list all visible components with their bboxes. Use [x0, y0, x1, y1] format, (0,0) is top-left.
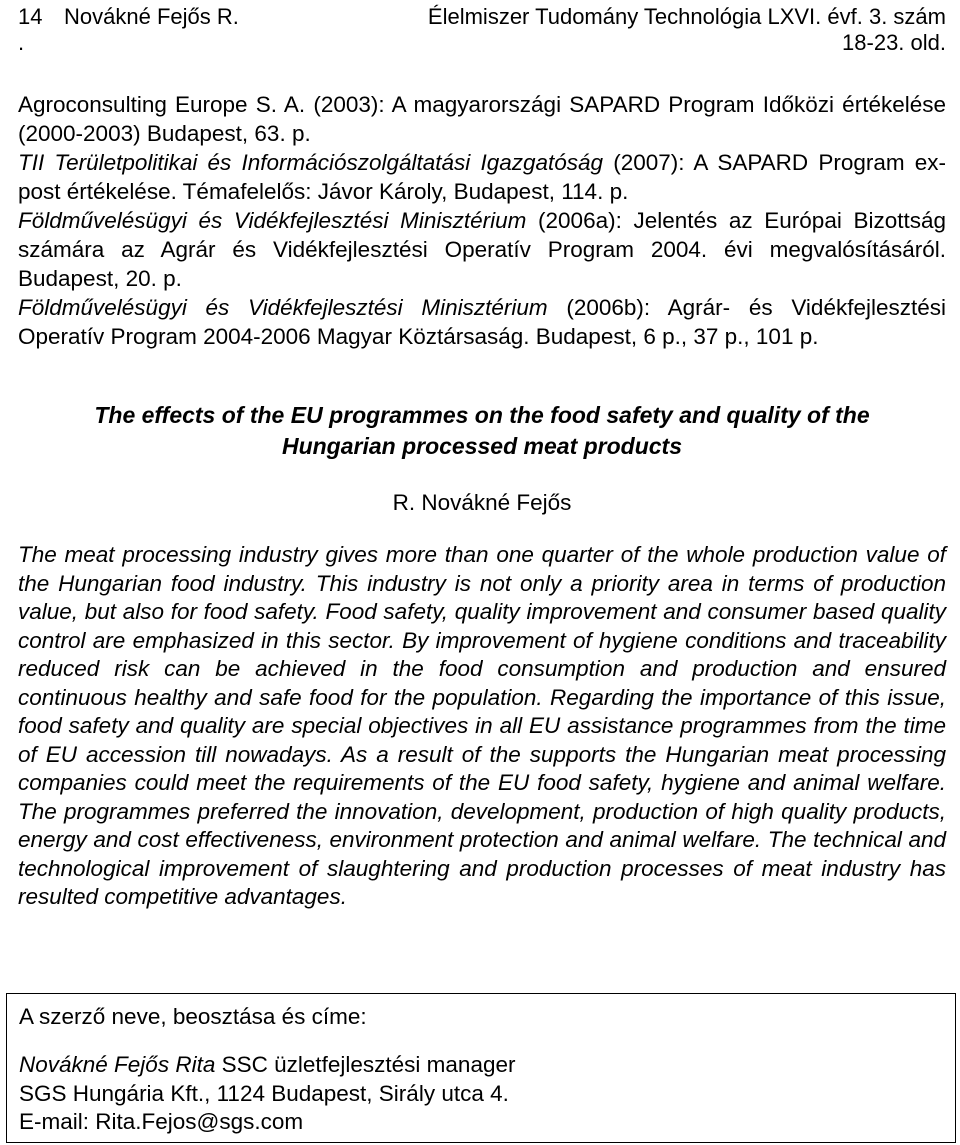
article-title-line-1: The effects of the EU programmes on the food safety and quality of the: [94, 402, 870, 428]
article-author: R. Novákné Fejős: [392, 490, 572, 515]
running-header-journal: Élelmiszer Tudomány Technológia LXVI. évf. 3. szám: [427, 4, 946, 29]
running-header-dot: .: [18, 30, 25, 55]
article-title-line-2: Hungarian processed meat products: [281, 433, 683, 459]
running-header-pages: 18-23. old.: [842, 30, 946, 55]
reference-item: [18, 293, 946, 351]
reference-text: (2006a): Jelentés az Európai Bizottság számára az Agrár és Vidékfejlesztési Operatív Program 2004. évi megvalósításáról. Budapest, 20. p.: [18, 208, 946, 291]
reference-text: (2007): A SAPARD Program ex-post értékelése. Témafelelős: Jávor Károly, Budapest, 114. p.: [18, 150, 947, 204]
reference-list: [18, 90, 946, 351]
article-abstract: The meat processing industry gives more than one quarter of the whole production value of the Hungarian food industry. This industry is not only a priority area in terms of production value, but also for food safety. Food safety, quality improvement and consumer based quality control are emphasized in this sector. By improvement of hygiene conditions and traceability reduced risk can be achieved in the food consumption and production and ensured continuous healthy and safe food for the population. Regarding the importance of this issue, food safety and quality are special objectives in all EU assistance programmes from the time of EU accession till nowadays. As a result of the supports the Hungarian meat processing companies could meet the requirements of the EU food safety, hygiene and animal welfare. The programmes preferred the innovation, development, production of high quality products, energy and cost effectiveness, environment protection and animal welfare. The technical and technological improvement of slaughtering and production processes of meat industry has resulted competitive advantages.: [18, 542, 946, 909]
reference-item: [18, 148, 946, 206]
author-email: E-mail: Rita.Fejos@sgs.com: [19, 1109, 304, 1134]
reference-author: Földművelésügyi és Vidékfejlesztési Minisztérium: [18, 295, 548, 320]
reference-text: (2006b): Agrár- és Vidékfejlesztési Operatív Program 2004-2006 Magyar Köztársaság. Budapest, 6 p., 37 p., 101 p.: [18, 295, 946, 349]
running-header-author: Novákné Fejős R.: [64, 4, 239, 29]
reference-author: Földművelésügyi és Vidékfejlesztési Minisztérium: [18, 208, 527, 233]
author-name: Novákné Fejős Rita: [19, 1052, 216, 1077]
reference-text: Agroconsulting Europe S. A. (2003): A magyarországi SAPARD Program Időközi értékelése (2000-2003) Budapest, 63. p.: [18, 92, 946, 146]
author-name-position: [19, 1050, 515, 1079]
author-info-heading: A szerző neve, beosztása és címe:: [19, 1004, 367, 1029]
author-position: SSC üzletfejlesztési manager: [215, 1052, 516, 1077]
reference-item: [18, 206, 946, 293]
reference-item: [18, 90, 946, 148]
page-number: 14: [18, 4, 43, 29]
author-info-box: [6, 993, 956, 1143]
article-title: [18, 400, 946, 462]
author-address: SGS Hungária Kft., 1124 Budapest, Sirály utca 4.: [19, 1081, 509, 1106]
reference-author: TII Területpolitikai és Információszolgáltatási Igazgatóság: [18, 150, 604, 175]
